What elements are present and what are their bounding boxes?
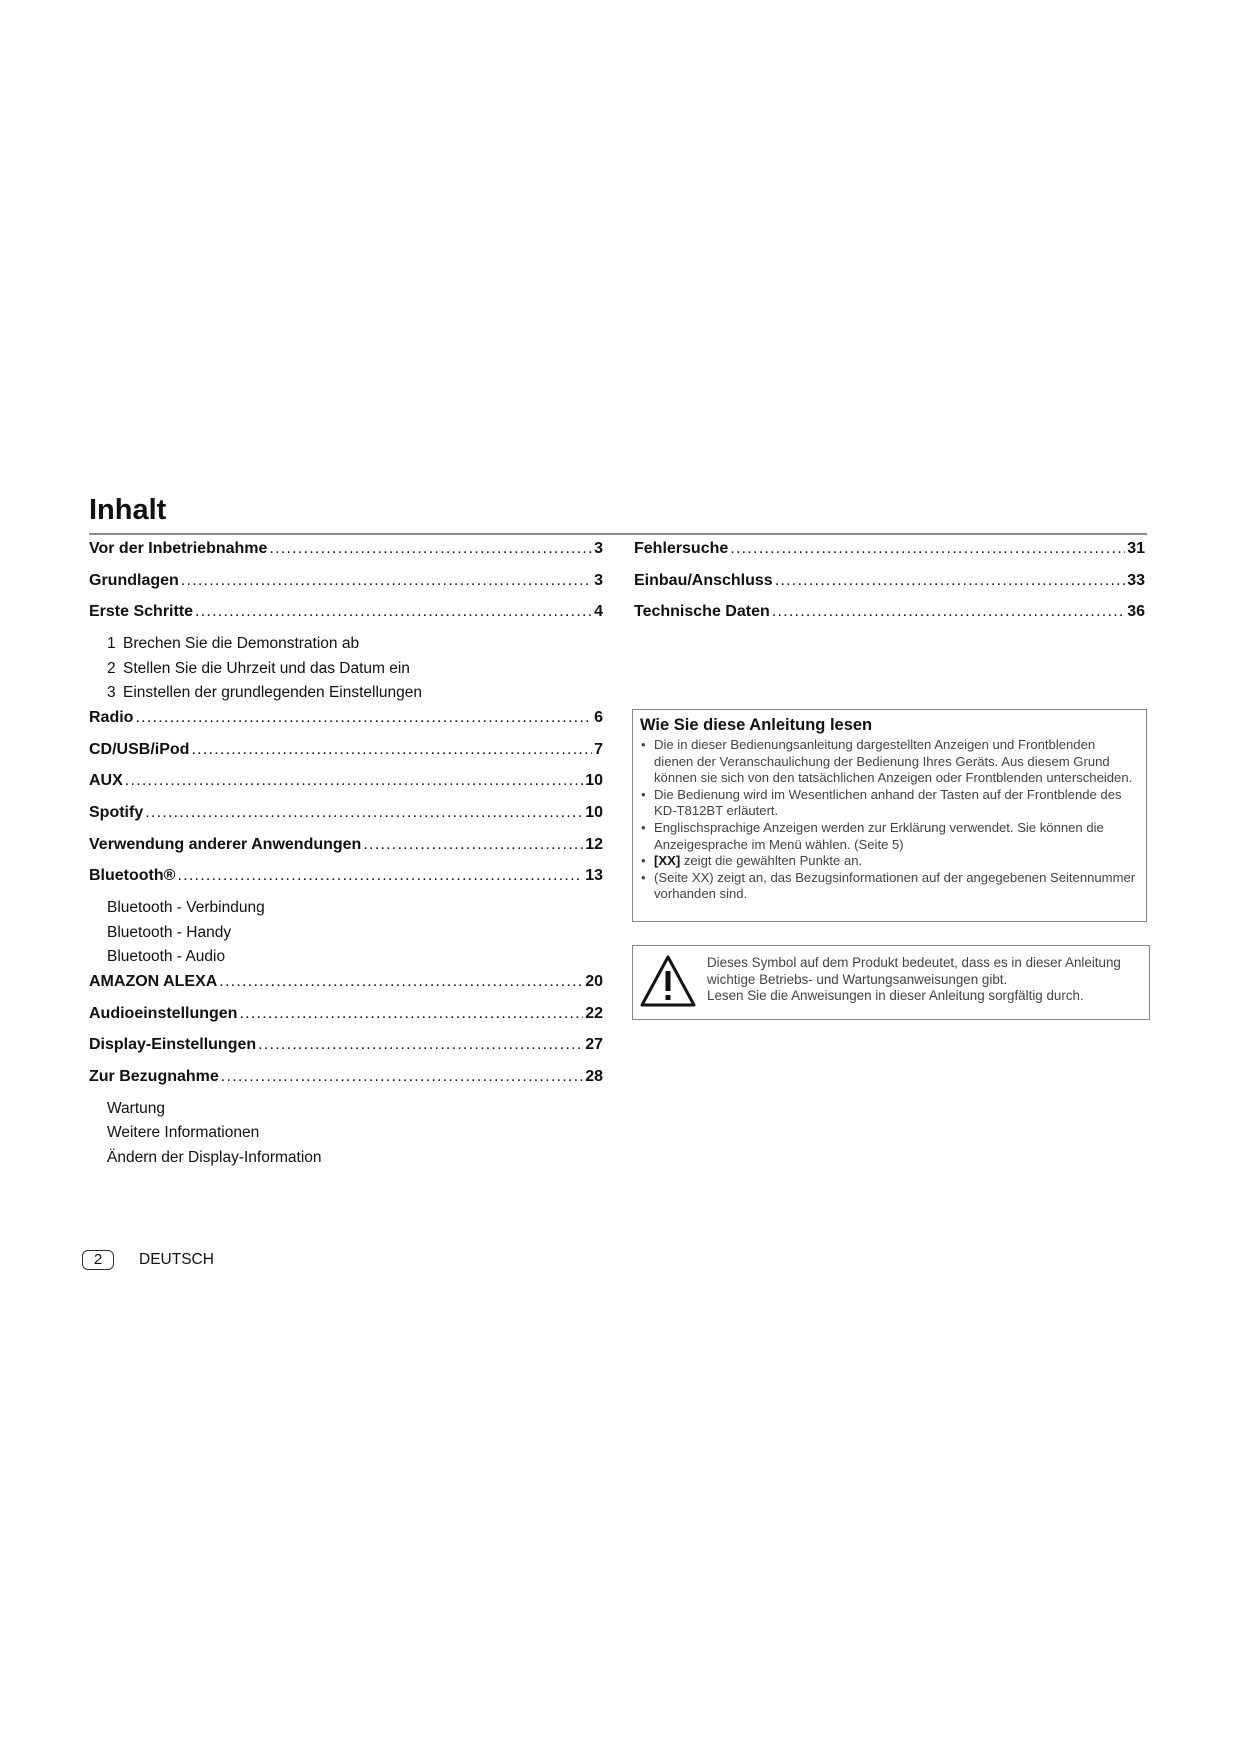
toc-entry-page: 3 bbox=[594, 540, 603, 557]
toc-entry[interactable] bbox=[89, 867, 603, 899]
toc-entry-page: 28 bbox=[585, 1067, 603, 1085]
toc-subentry[interactable] bbox=[89, 924, 603, 949]
toc-entry-label: Technische Daten bbox=[634, 603, 770, 621]
toc-leader bbox=[730, 540, 1125, 558]
reading-guide-box bbox=[632, 709, 1147, 922]
warning-line: wichtige Betriebs- und Wartungsanweisungen gibt. bbox=[707, 971, 1008, 987]
reading-guide-title: Wie Sie diese Anleitung lesen bbox=[640, 716, 873, 734]
toc-entry-page: 3 bbox=[594, 571, 603, 589]
bullet-icon: • bbox=[641, 853, 646, 869]
toc-subentry-label: Ändern der Display-Information bbox=[107, 1149, 322, 1167]
toc-entry[interactable] bbox=[89, 1068, 603, 1100]
toc-leader bbox=[177, 867, 583, 885]
toc-left-column bbox=[89, 540, 603, 1174]
toc-subentry-label: Bluetooth - Handy bbox=[107, 923, 232, 941]
toc-entry-page: 36 bbox=[1127, 603, 1145, 621]
toc-entry[interactable] bbox=[89, 741, 603, 773]
list-item bbox=[640, 737, 1138, 787]
title-divider bbox=[89, 533, 1147, 535]
toc-entry[interactable] bbox=[634, 603, 1145, 635]
toc-entry-page: 33 bbox=[1127, 571, 1145, 589]
bullet-icon: • bbox=[641, 737, 646, 752]
warning-triangle-icon bbox=[639, 954, 697, 1008]
toc-subentry-number: 2 bbox=[107, 659, 116, 677]
bullet-icon: • bbox=[641, 786, 646, 802]
toc-leader bbox=[219, 973, 583, 991]
toc-subentry-label: Wartung bbox=[107, 1099, 166, 1117]
list-item-text: Die in dieser Bedienungsanleitung dargestellten Anzeigen und Frontblenden dienen der Veranschaulichung der Bedienung Ihres Geräts. Aus diesem Grund können sie sich von den tatsächlichen Anzeigen oder Frontblenden unterscheiden. bbox=[654, 737, 1133, 786]
toc-subentry-number: 1 bbox=[107, 634, 116, 652]
toc-entry-label: AUX bbox=[89, 772, 123, 790]
list-item-text: Die Bedienung wird im Wesentlichen anhand der Tasten auf der Frontblende des KD-T812BT erläutert. bbox=[654, 786, 1122, 819]
bullet-icon: • bbox=[641, 869, 646, 885]
toc-leader bbox=[135, 709, 592, 727]
toc-subentry-label: Bluetooth - Audio bbox=[107, 948, 226, 966]
toc-entry-page: 27 bbox=[585, 1036, 603, 1054]
toc-entry[interactable] bbox=[634, 572, 1145, 604]
toc-entry[interactable] bbox=[89, 1036, 603, 1068]
toc-entry-label: Vor der Inbetriebnahme bbox=[89, 540, 268, 557]
toc-leader bbox=[363, 836, 583, 854]
warning-line: Lesen Sie die Anweisungen in dieser Anleitung sorgfältig durch. bbox=[707, 988, 1084, 1004]
page-title: Inhalt bbox=[89, 494, 167, 526]
toc-leader bbox=[221, 1068, 583, 1086]
list-item bbox=[640, 853, 1138, 870]
toc-entry[interactable] bbox=[89, 1005, 603, 1037]
warning-line: Dieses Symbol auf dem Produkt bedeutet, dass es in dieser Anleitung bbox=[707, 955, 1121, 970]
toc-entry-page: 31 bbox=[1127, 540, 1145, 557]
toc-entry-page: 12 bbox=[585, 835, 603, 853]
toc-entry-label: Spotify bbox=[89, 803, 144, 821]
toc-entry-page: 6 bbox=[594, 709, 603, 727]
toc-leader bbox=[269, 540, 592, 558]
list-item-text: (Seite XX) zeigt an, das Bezugsinformationen auf der angegebenen Seitennummer vorhanden sind. bbox=[654, 869, 1136, 902]
toc-subentry-label: Stellen Sie die Uhrzeit und das Datum ein bbox=[123, 659, 410, 677]
toc-entry-label: Radio bbox=[89, 709, 134, 727]
page-footer bbox=[82, 1250, 214, 1270]
toc-entry-label: Grundlagen bbox=[89, 571, 179, 589]
toc-entry[interactable] bbox=[89, 603, 603, 635]
toc-entry-label: Bluetooth® bbox=[89, 867, 176, 885]
toc-entry-label: Zur Bezugnahme bbox=[89, 1067, 219, 1085]
toc-subentry[interactable] bbox=[89, 1124, 603, 1149]
toc-entry-label: Audioeinstellungen bbox=[89, 1004, 238, 1022]
language-label: DEUTSCH bbox=[139, 1251, 214, 1268]
toc-subentry[interactable] bbox=[89, 660, 603, 685]
toc-subentry[interactable] bbox=[89, 635, 603, 660]
toc-subentry-label: Weitere Informationen bbox=[107, 1124, 260, 1142]
warning-text bbox=[707, 955, 1121, 1005]
toc-subentry-number: 3 bbox=[107, 684, 116, 702]
toc-leader bbox=[772, 603, 1125, 621]
list-item-text: Englischsprachige Anzeigen werden zur Erklärung verwendet. Sie können die Anzeigesprache im Menü wählen. (Seite 5) bbox=[654, 819, 1104, 852]
toc-entry-page: 7 bbox=[594, 740, 603, 758]
toc-leader bbox=[239, 1005, 583, 1023]
toc-entry-page: 4 bbox=[594, 603, 603, 621]
toc-entry-page: 22 bbox=[585, 1004, 603, 1022]
toc-entry[interactable] bbox=[89, 836, 603, 868]
toc-entry[interactable] bbox=[89, 973, 603, 1005]
toc-subentry[interactable] bbox=[89, 684, 603, 709]
toc-leader bbox=[195, 603, 592, 621]
toc-entry-page: 10 bbox=[585, 803, 603, 821]
toc-entry-page: 10 bbox=[585, 772, 603, 790]
warning-box bbox=[632, 945, 1150, 1020]
selected-item-marker: [XX] bbox=[654, 853, 681, 869]
toc-entry[interactable] bbox=[89, 709, 603, 741]
toc-entry-label: CD/USB/iPod bbox=[89, 740, 190, 758]
list-item bbox=[640, 870, 1138, 903]
list-item bbox=[640, 820, 1138, 853]
toc-subentry[interactable] bbox=[89, 948, 603, 973]
toc-entry-label: Display-Einstellungen bbox=[89, 1036, 257, 1054]
toc-entry[interactable] bbox=[89, 540, 603, 572]
page-number: 2 bbox=[82, 1250, 114, 1270]
toc-subentry-label: Brechen Sie die Demonstration ab bbox=[123, 634, 360, 652]
toc-subentry[interactable] bbox=[89, 1149, 603, 1174]
toc-entry[interactable] bbox=[89, 772, 603, 804]
toc-entry-label: Einbau/Anschluss bbox=[634, 571, 773, 589]
toc-entry-page: 13 bbox=[585, 867, 603, 885]
toc-subentry[interactable] bbox=[89, 1100, 603, 1125]
list-item-text: zeigt die gewählten Punkte an. bbox=[680, 853, 863, 869]
toc-leader bbox=[181, 572, 592, 590]
toc-entry[interactable] bbox=[89, 572, 603, 604]
toc-entry-label: AMAZON ALEXA bbox=[89, 973, 218, 991]
toc-leader bbox=[191, 741, 592, 759]
toc-right-column bbox=[634, 540, 1145, 635]
toc-leader bbox=[775, 572, 1126, 590]
toc-entry[interactable] bbox=[634, 540, 1145, 572]
toc-leader bbox=[145, 804, 583, 822]
toc-leader bbox=[258, 1036, 583, 1054]
toc-leader bbox=[125, 772, 583, 790]
toc-entry-label: Verwendung anderer Anwendungen bbox=[89, 835, 362, 853]
toc-entry-label: Fehlersuche bbox=[634, 540, 729, 557]
toc-entry-page: 20 bbox=[585, 973, 603, 991]
toc-subentry-label: Bluetooth - Verbindung bbox=[107, 898, 265, 916]
toc-subentry[interactable] bbox=[89, 899, 603, 924]
toc-subentry-label: Einstellen der grundlegenden Einstellungen bbox=[123, 684, 423, 702]
toc-entry-label: Erste Schritte bbox=[89, 603, 194, 621]
toc-entry[interactable] bbox=[89, 804, 603, 836]
reading-guide-list bbox=[640, 737, 1138, 903]
bullet-icon: • bbox=[641, 819, 646, 835]
list-item bbox=[640, 787, 1138, 820]
